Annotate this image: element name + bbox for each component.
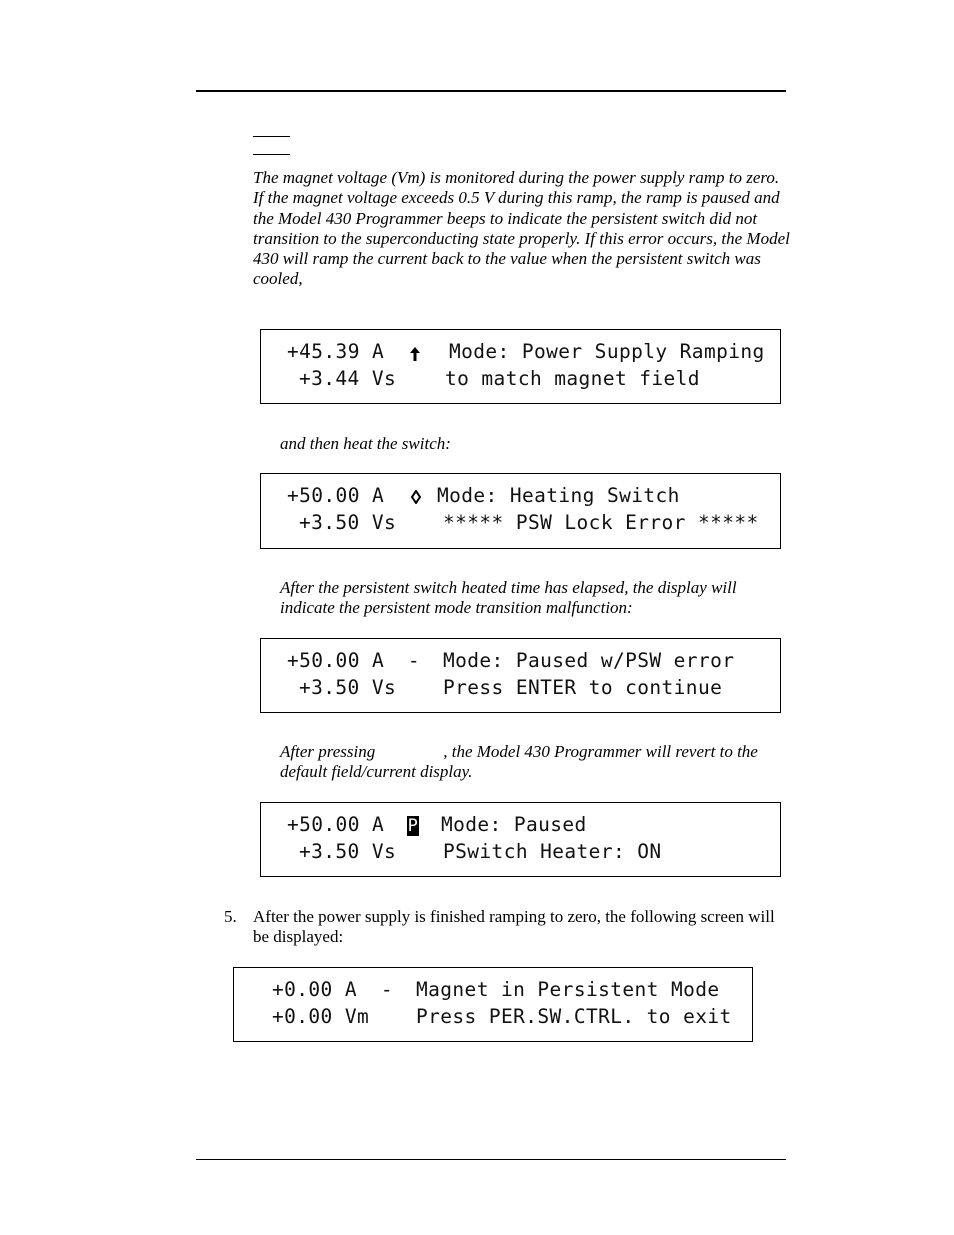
lcd-current: +45.39 A <box>287 340 385 363</box>
lcd-voltage: +3.50 Vs <box>299 840 397 863</box>
lcd-line2: ***** PSW Lock Error ***** <box>443 511 759 534</box>
lcd-display-ramping <box>260 329 781 404</box>
lcd-voltage: +0.00 Vm <box>272 1005 370 1028</box>
caption-after-pressing-end: , the Model 430 Programmer will revert to the default field/current display. <box>280 742 758 782</box>
step-text: After the power supply is finished ramping to zero, the following screen will be displayed: <box>253 907 775 947</box>
lcd-current: +50.00 A <box>287 649 385 672</box>
caption-after-pressing <box>280 742 792 783</box>
lcd-line1: Mode: Power Supply Ramping <box>449 340 765 363</box>
lcd-line2: to match magnet field <box>445 367 700 390</box>
lcd-voltage: +3.44 Vs <box>299 367 397 390</box>
lcd-status-indicator: - <box>380 978 394 1001</box>
lcd-voltage: +3.50 Vs <box>299 676 397 699</box>
lcd-status-indicator <box>406 812 420 839</box>
lcd-line2: Press ENTER to continue <box>443 676 723 699</box>
lcd-line2: Press PER.SW.CTRL. to exit <box>416 1005 732 1028</box>
persistent-indicator-p: P <box>407 816 419 836</box>
lcd-display-paused <box>260 802 781 877</box>
lcd-current: +50.00 A <box>287 813 385 836</box>
lcd-line1: Magnet in Persistent Mode <box>416 978 720 1001</box>
lcd-display-paused-error <box>260 638 781 713</box>
note-marker-line-top <box>253 136 290 137</box>
header-rule <box>196 90 786 92</box>
lcd-line1: Mode: Paused <box>441 813 587 836</box>
lcd-current: +0.00 A <box>272 978 357 1001</box>
lcd-voltage: +3.50 Vs <box>299 511 397 534</box>
heater-diamond-icon <box>411 490 425 504</box>
lcd-current: +50.00 A <box>287 484 385 507</box>
lcd-line1: Mode: Heating Switch <box>437 484 680 507</box>
lcd-line1: Mode: Paused w/PSW error <box>443 649 735 672</box>
caption-heat: and then heat the switch: <box>280 434 451 453</box>
caption-after-pressing-start: After pressing <box>280 742 376 761</box>
note-paragraph: The magnet voltage (Vm) is monitored during the power supply ramp to zero. If the magnet voltage exceeds 0.5 V during this ramp, the ramp is paused and the Model 430 Programmer beeps to indicate the persistent switch did not transition to the superconducting state properly. If this error occurs, the Model 430 will ramp the current back to the value when the persistent switch was cooled, <box>253 168 790 289</box>
step-number: 5. <box>224 907 237 926</box>
up-arrow-icon <box>409 346 423 362</box>
lcd-status-indicator: - <box>407 649 421 672</box>
note-marker-line-bottom <box>253 154 290 155</box>
lcd-display-persistent <box>233 967 753 1042</box>
lcd-line2: PSwitch Heater: ON <box>443 840 662 863</box>
lcd-display-heating <box>260 473 781 549</box>
caption-elapsed: After the persistent switch heated time has elapsed, the display will indicate the persistent mode transition malfunction: <box>280 578 737 618</box>
footer-rule <box>196 1159 786 1160</box>
